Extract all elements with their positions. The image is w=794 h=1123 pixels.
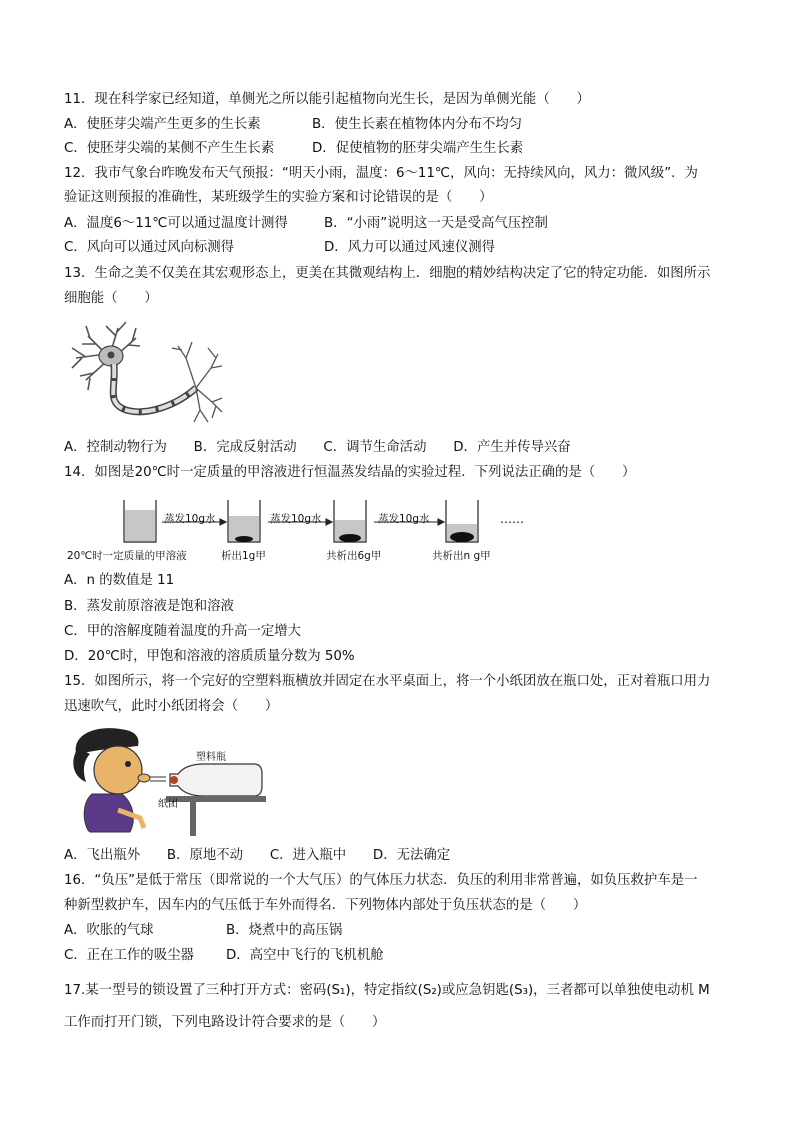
q17-stem-line1: 17.某一型号的锁设置了三种打开方式：密码(S₁)，特定指纹(S₂)或应急钥匙(S₃)，三者都可以单独使电动机 M bbox=[64, 983, 710, 998]
q16-option-b: B．烧煮中的高压锅 bbox=[226, 923, 343, 938]
q13-stem-line2: 细胞能（ ） bbox=[64, 291, 158, 306]
q14-option-b: B．蒸发前原溶液是饱和溶液 bbox=[64, 599, 234, 614]
q15-options: A．飞出瓶外 B．原地不动 C．进入瓶中 D．无法确定 bbox=[64, 848, 451, 863]
q12-option-c: C．风向可以通过风向标测得 bbox=[64, 240, 235, 255]
q12-option-b: B．“小雨”说明这一天是受高气压控制 bbox=[324, 216, 548, 231]
q12-stem-line1: 12．我市气象台昨晚发布天气预报：“明天小雨，温度：6～11℃，风向：无持续风向，风力：微风级”．为 bbox=[64, 166, 698, 181]
q16-option-d: D．高空中飞行的飞机机舱 bbox=[226, 948, 384, 963]
q14-stem: 14．如图是20℃时一定质量的甲溶液进行恒温蒸发结晶的实验过程．下列说法正确的是（ ） bbox=[64, 465, 636, 480]
q14-option-a: A．n 的数值是 11 bbox=[64, 573, 175, 588]
q16-stem-line1: 16．“负压”是低于常压（即常说的一个大气压）的气体压力状态．负压的利用非常普遍，如负压救护车是一 bbox=[64, 873, 698, 888]
step-label-1: 蒸发10g水 bbox=[164, 513, 216, 525]
q16-option-c: C．正在工作的吸尘器 bbox=[64, 948, 194, 963]
q11-option-d: D．促使植物的胚芽尖端产生生长素 bbox=[312, 141, 524, 156]
q16-option-a: A．吹胀的气球 bbox=[64, 923, 154, 938]
q11-option-c: C．使胚芽尖端的某侧不产生生长素 bbox=[64, 141, 275, 156]
q12-stem-line2: 验证这则预报的准确性，某班级学生的实验方案和讨论错误的是（ ） bbox=[64, 190, 493, 205]
beaker-caption-4: 共析出n g甲 bbox=[432, 550, 491, 562]
q13-options: A．控制动物行为 B．完成反射活动 C．调节生命活动 D．产生并传导兴奋 bbox=[64, 440, 571, 455]
ellipsis: …… bbox=[500, 512, 524, 526]
step-label-3: 蒸发10g水 bbox=[378, 513, 430, 525]
q11-option-b: B．使生长素在植物体内分布不均匀 bbox=[312, 117, 523, 132]
q12-option-d: D．风力可以通过风速仪测得 bbox=[324, 240, 495, 255]
label-plastic-bottle: 塑料瓶 bbox=[196, 752, 226, 763]
step-label-2: 蒸发10g水 bbox=[270, 513, 322, 525]
neuron-figure bbox=[66, 318, 226, 428]
beaker-caption-1: 20℃时一定质量的甲溶液 bbox=[67, 550, 187, 562]
q11-option-a: A．使胚芽尖端产生更多的生长素 bbox=[64, 117, 261, 132]
q14-option-d: D．20℃时，甲饱和溶液的溶质质量分数为 50% bbox=[64, 649, 355, 664]
q14-option-c: C．甲的溶解度随着温度的升高一定增大 bbox=[64, 624, 301, 639]
blowing-bottle-figure bbox=[70, 724, 266, 836]
q15-stem-line1: 15．如图所示，将一个完好的空塑料瓶横放并固定在水平桌面上，将一个小纸团放在瓶口处，正对着瓶口用力 bbox=[64, 674, 711, 689]
q15-stem-line2: 迅速吹气，此时小纸团将会（ ） bbox=[64, 699, 279, 714]
q16-stem-line2: 种新型救护车，因车内的气压低于车外而得名．下列物体内部处于负压状态的是（ ） bbox=[64, 898, 587, 913]
q13-stem-line1: 13．生命之美不仅美在其宏观形态上，更美在其微观结构上．细胞的精妙结构决定了它的特定功能．如图所示 bbox=[64, 266, 711, 281]
q12-option-a: A．温度6～11℃可以通过温度计测得 bbox=[64, 216, 288, 231]
beaker-caption-2: 析出1g甲 bbox=[221, 550, 266, 562]
beaker-caption-3: 共析出6g甲 bbox=[326, 550, 382, 562]
label-paper-ball: 纸团 bbox=[158, 799, 178, 810]
q11-stem: 11．现在科学家已经知道，单侧光之所以能引起植物向光生长，是因为单侧光能（ ） bbox=[64, 92, 590, 107]
q17-stem-line2: 工作而打开门锁，下列电路设计符合要求的是（ ） bbox=[64, 1015, 386, 1030]
